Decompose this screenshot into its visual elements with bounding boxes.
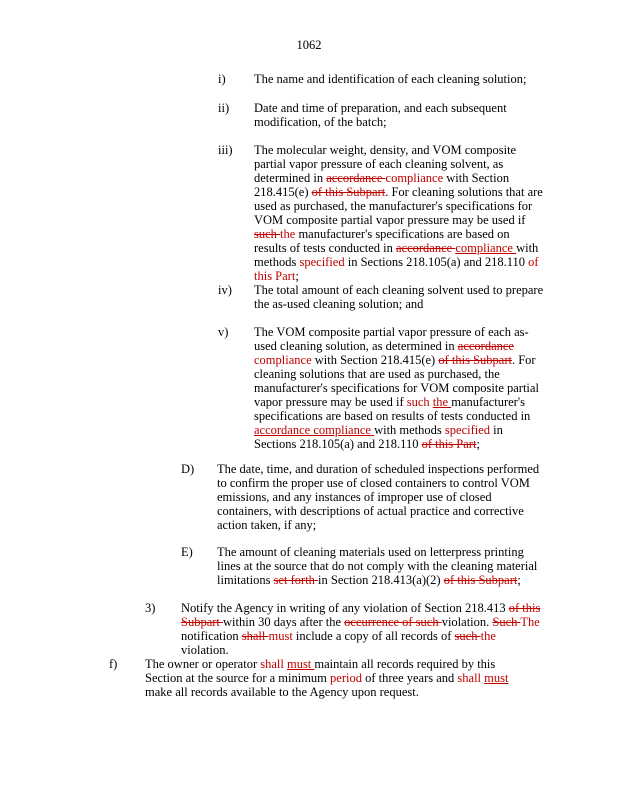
inserted-underlined-text: accordance compliance [254,423,375,437]
deleted-text: Such [492,615,521,629]
deleted-text: such [254,227,281,241]
inserted-underlined-text: must [484,671,509,685]
inserted-text: the [480,629,496,643]
inserted-text: compliance [385,171,444,185]
text-run: with Section 218.415(e) [311,353,439,367]
text-run: Date and time of preparation, and each subsequent modification, of the batch; [254,101,507,129]
item-label: v) [218,325,229,339]
text-run: in Sections 218.105(a) and 218.110 [344,255,529,269]
deleted-text: of this Subpart [438,353,512,367]
text-run: . For cleaning solutions that are used as purchased, the manufacturer's specifications for VOM composite partial vapor pressure may be used if [254,353,539,409]
text-run: manufacturer's specifications are based on results of tests conducted in [254,227,510,255]
deleted-text: accordance [326,171,386,185]
inserted-text: the [280,227,296,241]
deleted-text: of this Subpart [181,601,541,629]
deleted-text: shall [241,629,269,643]
deleted-text: of this Subpart [311,185,386,199]
inserted-underlined-text: the [432,395,452,409]
text-run: ; [295,269,299,283]
page-number: 1062 [296,38,322,52]
item-text [254,325,544,451]
item-label: iii) [218,143,233,157]
item-label: ii) [218,101,230,115]
text-run: ; [517,573,521,587]
text-run: Notify the Agency in writing of any violation of Section 218.413 [181,601,509,615]
item-text [181,601,541,657]
item-text [254,283,544,311]
inserted-text: period [330,671,362,685]
inserted-text: compliance [254,353,312,367]
item-text [254,72,544,86]
item-text [217,462,542,532]
text-run: within 30 days after the [223,615,345,629]
item-label: E) [181,545,193,559]
deleted-text: such [454,629,481,643]
item-text [217,545,542,587]
deleted-text: set forth [273,573,319,587]
text-run: notification [181,629,242,643]
inserted-text: The [520,615,540,629]
text-run: in Section 218.413(a)(2) [318,573,444,587]
inserted-text: must [268,629,293,643]
text-run: with methods [374,423,445,437]
deleted-text: occurrence of such [344,615,442,629]
item-label: D) [181,462,195,476]
text-run: include a copy of all records of [292,629,455,643]
text-run: manufacturer's specifications are based on results of tests conducted in [254,395,531,423]
item-text [145,657,535,699]
item-label: iv) [218,283,232,297]
text-run: . For cleaning solutions that are used as purchased, the manufacturer's specifications for VOM composite partial vapor pressure may be used if [254,185,543,227]
deleted-text: of this Subpart [443,573,518,587]
text-run: maintain all records required by this Section at the source for a minimum [145,657,496,685]
inserted-text: specified [299,255,345,269]
inserted-text: of this Part [254,255,539,283]
inserted-underlined-text: must [286,657,315,671]
text-run: of three years and [361,671,458,685]
text-run: with methods [254,241,539,269]
text-run: make all records available to the Agency upon request. [145,685,419,699]
text-run: violation. [441,615,493,629]
item-text [254,143,544,283]
inserted-text: shall [260,657,287,671]
inserted-text: such [406,395,433,409]
text-run: ; [476,437,480,451]
text-run: The total amount of each cleaning solvent used to prepare the as-used cleaning solution; and [254,283,544,311]
item-label: f) [109,657,118,671]
text-run: The amount of cleaning materials used on letterpress printing lines at the source that do not comply with the cleaning material limitations [217,545,538,587]
text-run: The VOM composite partial vapor pressure of each as-used cleaning solution, as determined in [254,325,529,353]
inserted-text: shall [457,671,485,685]
item-text [254,101,524,129]
text-run: violation. [181,643,229,657]
text-run: The molecular weight, density, and VOM composite partial vapor pressure of each cleaning solvent, as determined in [254,143,517,185]
text-run: with Section 218.415(e) [254,171,510,199]
item-label: i) [218,72,226,86]
deleted-text: accordance [457,339,514,353]
inserted-text: specified [444,423,491,437]
text-run: The date, time, and duration of scheduled inspections performed to confirm the proper use of closed containers to control VOM emissions, and any instances of improper use of closed containers, with descriptions of actual practice and corrective action taken, if any; [217,462,540,532]
text-run: The owner or operator [145,657,261,671]
deleted-text: of this Part [421,437,477,451]
item-label: 3) [145,601,156,615]
text-run: The name and identification of each cleaning solution; [254,72,527,86]
deleted-text: accordance [396,241,456,255]
inserted-underlined-text: compliance [455,241,517,255]
text-run: in Sections 218.105(a) and 218.110 [254,423,503,451]
